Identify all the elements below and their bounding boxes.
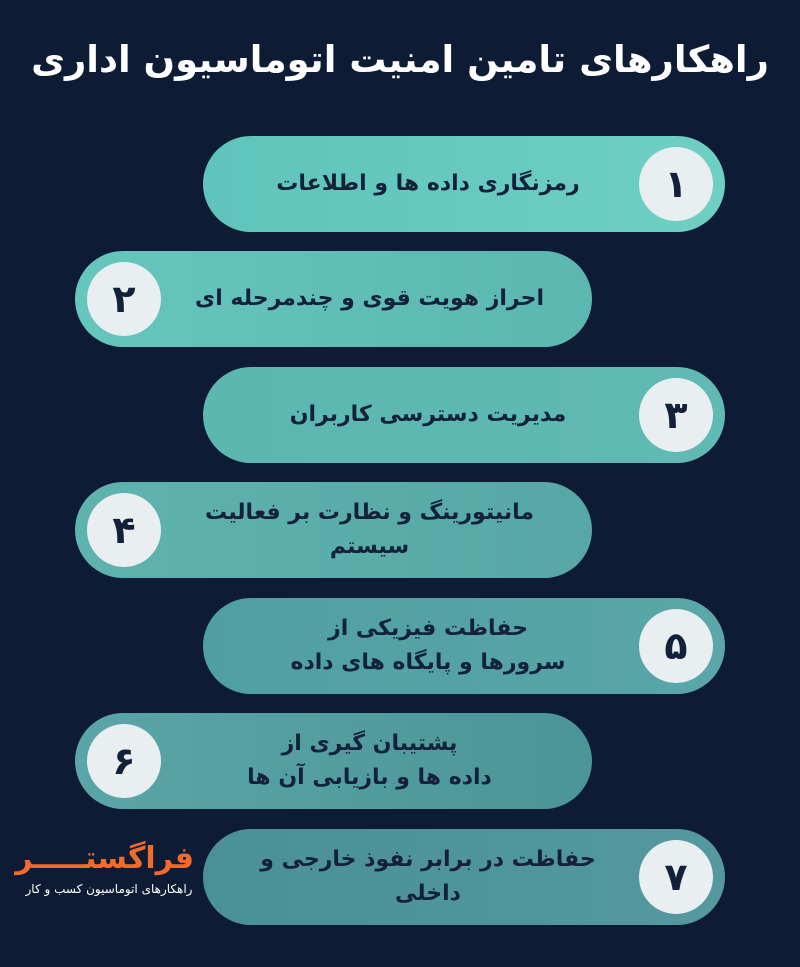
brand-name: فراگستـــــر — [15, 841, 194, 876]
item-number-badge: ۲ — [87, 262, 161, 336]
item-label: مدیریت دسترسی کاربران — [289, 402, 567, 427]
item-number-badge: ۴ — [87, 493, 161, 567]
list-item-4 — [75, 482, 592, 578]
page-title: راهکارهای تامین امنیت اتوماسیون اداری — [31, 38, 769, 81]
item-label: مانیتورینگ و نظارت بر فعالیت سیستم — [205, 500, 534, 559]
list-item-6 — [75, 713, 592, 809]
item-label: رمزنگاری داده ها و اطلاعات — [276, 171, 580, 196]
item-number-badge: ۵ — [639, 609, 713, 683]
list-item-5 — [203, 598, 725, 694]
brand-tagline: راهکارهای اتوماسیون کسب و کار — [25, 882, 193, 896]
item-number-badge: ۱ — [639, 147, 713, 221]
item-label: پشتیبان گیری از داده ها و بازیابی آن ها — [247, 731, 492, 790]
list-item-2 — [75, 251, 592, 347]
item-number-badge: ۳ — [639, 378, 713, 452]
list-item-7 — [203, 829, 725, 925]
item-label: حفاظت در برابر نفوذ خارجی و داخلی — [260, 847, 596, 906]
item-label: حفاظت فیزیکی از سرورها و پایگاه های داده — [290, 616, 566, 675]
list-item-3 — [203, 367, 725, 463]
brand-logo — [15, 841, 194, 896]
item-number-badge: ۷ — [639, 840, 713, 914]
item-number-badge: ۶ — [87, 724, 161, 798]
list-item-1 — [203, 136, 725, 232]
item-label: احراز هویت قوی و چندمرحله ای — [195, 286, 544, 311]
